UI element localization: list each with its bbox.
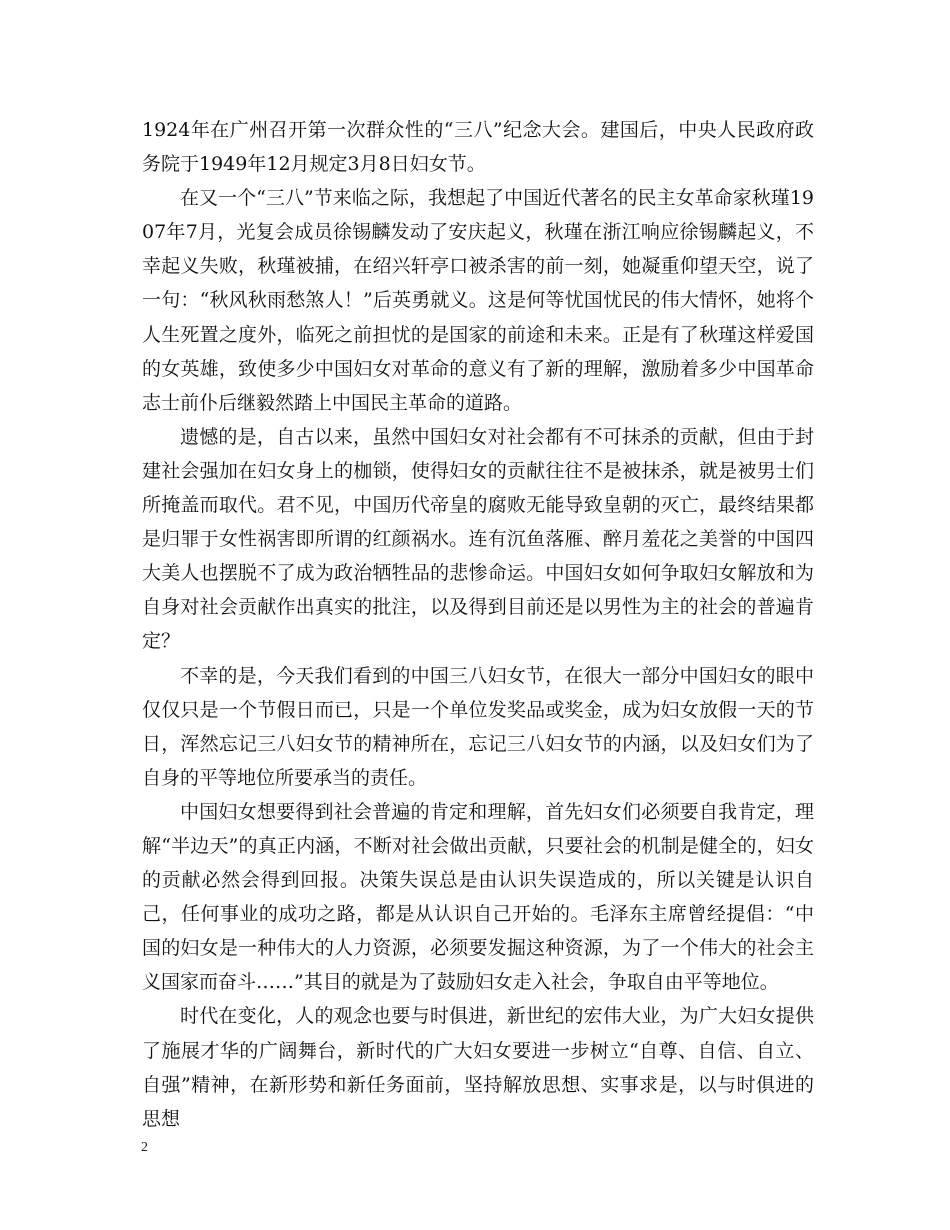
paragraph-qiujin: 在又一个“三八”节来临之际，我想起了中国近代著名的民主女革命家秋瑾1907年7月，光复会成员徐锡麟发动了安庆起义，秋瑾在浙江响应徐锡麟起义，不幸起义失败，秋瑾被捕，在绍兴轩亭口被杀害的前一刻，她凝重仰望天空，说了一句：“秋风秋雨愁煞人！”后英勇就义。这是何等忧国忧民的伟大情怀，她将个人生死置之度外，临死之前担忧的是国家的前途和未来。正是有了秋瑾这样爱国的女英雄，致使多少中国妇女对革命的意义有了新的理解，激励着多少中国革命志士前仆后继毅然踏上中国民主革命的道路。	[142, 187, 814, 414]
body-text	[142, 113, 814, 1136]
paragraph-unfortunate: 不幸的是，今天我们看到的中国三八妇女节，在很大一部分中国妇女的眼中仅仅只是一个节假日而已，只是一个单位发奖品或奖金，成为妇女放假一天的节日，浑然忘记三八妇女节的精神所在，忘记三八妇女节的内涵，以及妇女们为了自身的平等地位所要承当的责任。	[142, 664, 814, 789]
paragraph-new-era: 时代在变化，人的观念也要与时俱进，新世纪的宏伟大业，为广大妇女提供了施展才华的广阔舞台，新时代的广大妇女要进一步树立“自尊、自信、自立、自强”精神，在新形势和新任务面前，坚持解放思想、实事求是，以与时俱进的思想	[142, 1005, 814, 1130]
paragraph-recognition: 中国妇女想要得到社会普遍的肯定和理解，首先妇女们必须要自我肯定，理解“半边天”的真正内涵，不断对社会做出贡献，只要社会的机制是健全的，妇女的贡献必然会得到回报。决策失误总是由认识失误造成的，所以关键是认识自己，任何事业的成功之路，都是从认识自己开始的。毛泽东主席曾经提倡：“中国的妇女是一种伟大的人力资源，必须要发掘这种资源，为了一个伟大的社会主义国家而奋斗……”其目的就是为了鼓励妇女走入社会，争取自由平等地位。	[142, 800, 814, 994]
paragraph-continuation: 1924年在广州召开第一次群众性的“三八”纪念大会。建国后，中央人民政府政务院于1949年12月规定3月8日妇女节。	[142, 119, 814, 176]
page-number: 2	[141, 1140, 148, 1155]
paragraph-regret: 遗憾的是，自古以来，虽然中国妇女对社会都有不可抹杀的贡献，但由于封建社会强加在妇女身上的枷锁，使得妇女的贡献往往不是被抹杀，就是被男士们所掩盖而取代。君不见，中国历代帝皇的腐败无能导致皇朝的灭亡，最终结果都是归罪于女性祸害即所谓的红颜祸水。连有沉鱼落雁、醉月羞花之美誉的中国四大美人也摆脱不了成为政治牺牲品的悲惨命运。中国妇女如何争取妇女解放和为自身对社会贡献作出真实的批注，以及得到目前还是以男性为主的社会的普遍肯定？	[142, 425, 814, 653]
